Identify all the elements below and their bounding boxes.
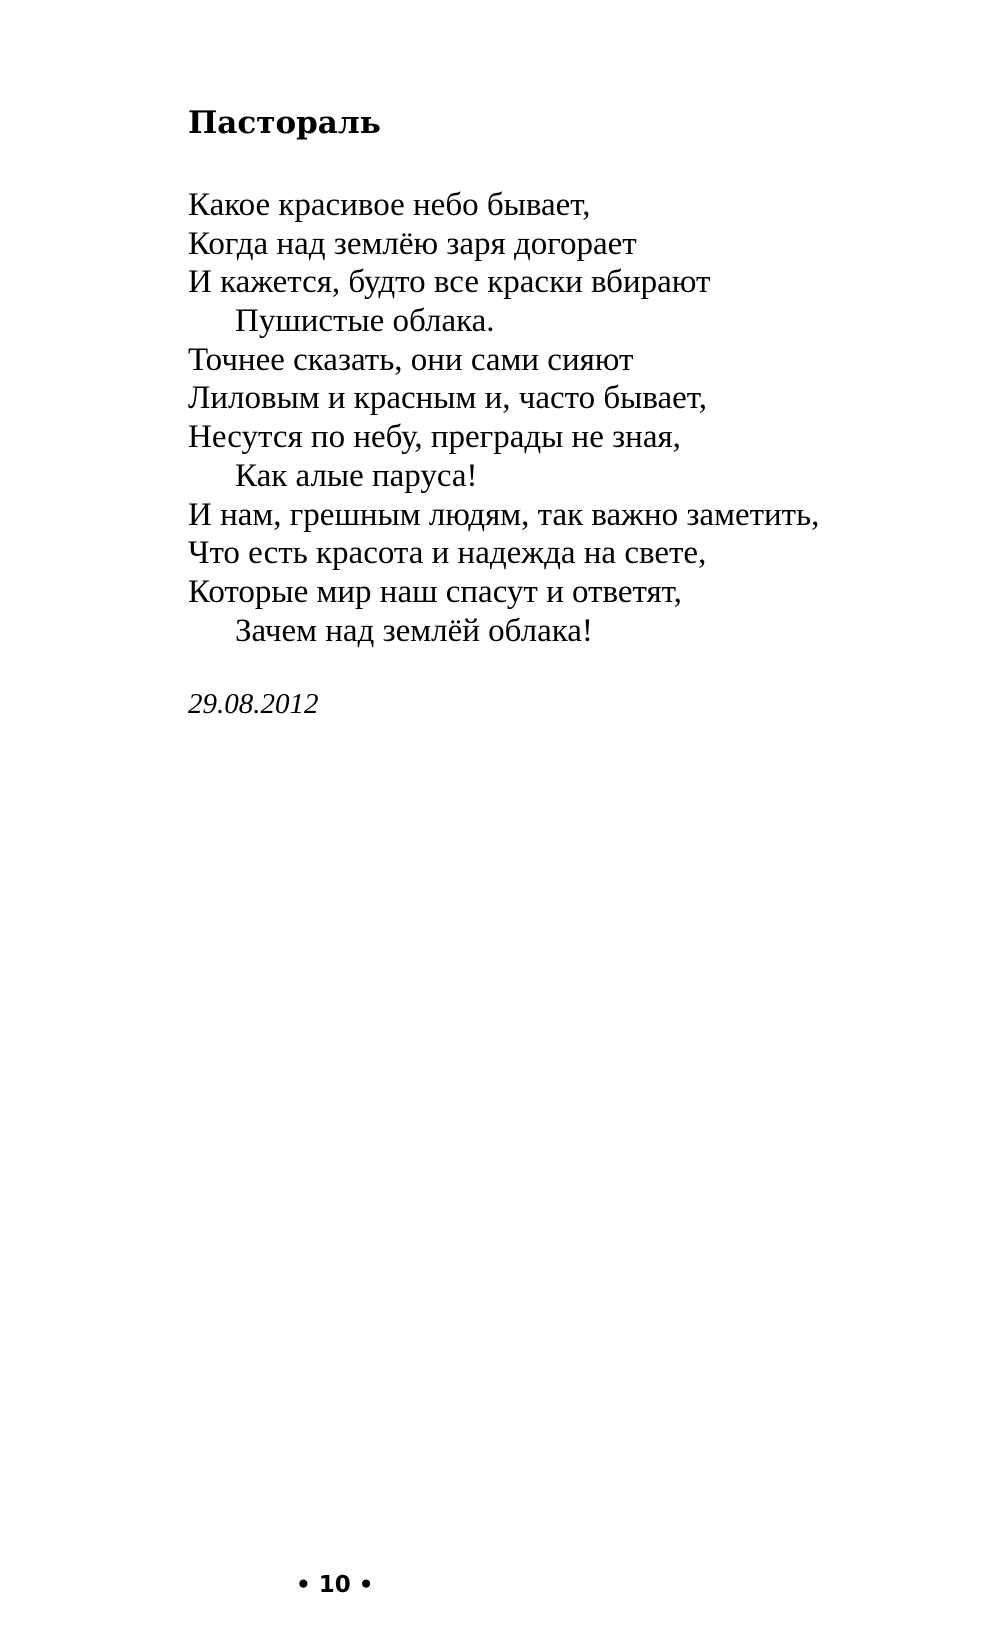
poem-text: [188, 186, 819, 650]
poem-line-indented: Пушистые облака.: [235, 303, 495, 340]
poem-date: 29.08.2012: [188, 688, 319, 720]
poem-title: Пасторaль: [188, 105, 381, 141]
poem-line: Несутся по небу, преграды не зная,: [188, 419, 681, 456]
page-number: • 10 •: [296, 1572, 374, 1598]
poem-line: Лиловым и красным и, часто бывает,: [188, 380, 707, 417]
poem-line: И кажется, будто все краски вбирают: [188, 264, 711, 301]
poem-line: Когда над землёю заря догорает: [188, 225, 637, 262]
poem-line-indented: Зачем над землёй облака!: [235, 612, 593, 649]
poem-line: Которые мир наш спасут и ответят,: [188, 573, 682, 610]
poem-line: Что есть красота и надежда на свете,: [188, 535, 707, 572]
poem-line-indented: Как алые паруса!: [235, 457, 478, 494]
poem-line: Точнее сказать, они сами сияют: [188, 341, 634, 378]
poem-line: Какое красивое небо бывает,: [188, 187, 591, 223]
poem-line: И нам, грешным людям, так важно заметить,: [188, 496, 820, 533]
